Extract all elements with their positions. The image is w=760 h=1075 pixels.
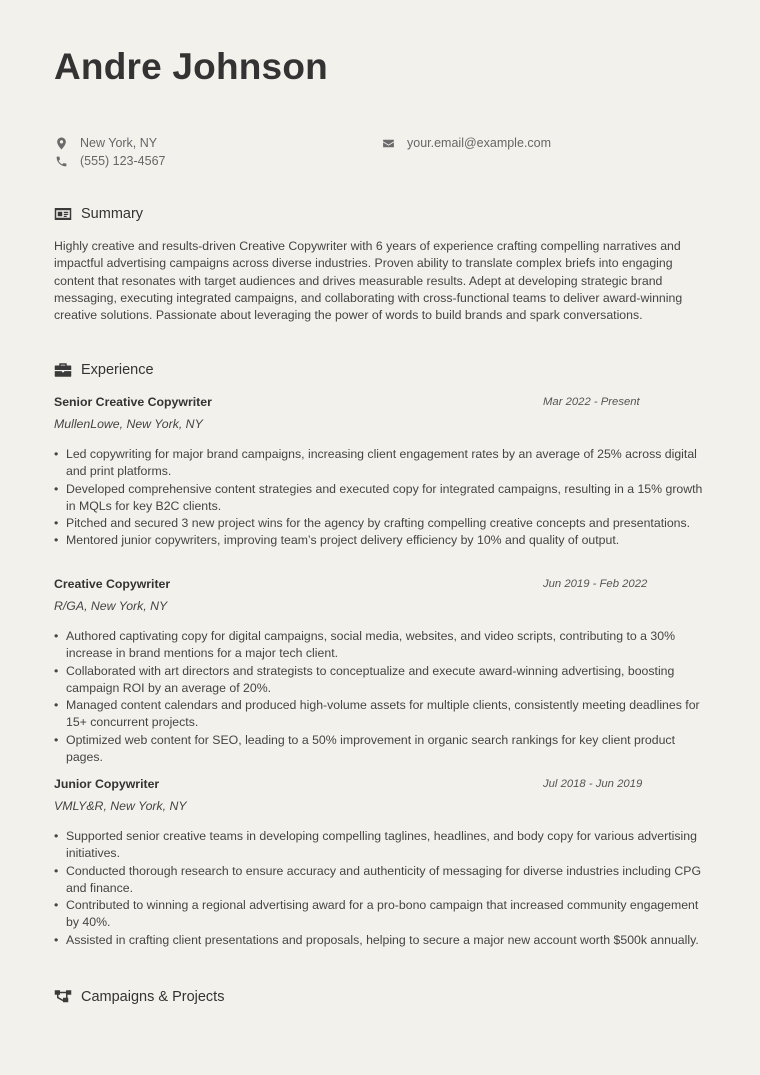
campaigns-heading — [54, 989, 224, 1005]
job-bullets — [54, 828, 708, 949]
bullet-item: • Supported senior creative teams in developing compelling taglines, headlines, and body copy for various advertising initiatives. — [54, 828, 708, 863]
summary-heading-label: Summary — [81, 206, 144, 222]
bullet-item: • Optimized web content for SEO, leading to a 50% improvement in organic search rankings for key client product pages. — [54, 732, 708, 767]
job-bullets — [54, 446, 708, 550]
bullet-item: • Authored captivating copy for digital campaigns, social media, websites, and video scripts, contributing to a 30% increase in brand mentions for a major tech client. — [54, 628, 708, 663]
experience-heading-label: Experience — [81, 362, 154, 378]
envelope-icon — [381, 136, 395, 150]
bullet-item: • Managed content calendars and produced high-volume assets for multiple clients, consistently meeting deadlines for 15+ concurrent projects. — [54, 697, 708, 732]
phone-text: (555) 123-4567 — [80, 154, 166, 168]
campaigns-heading-label: Campaigns & Projects — [81, 989, 225, 1005]
bullet-item: • Led copywriting for major brand campaigns, increasing client engagement rates by an average of 25% across digital and print platforms. — [54, 446, 708, 481]
job-company: VMLY&R, New York, NY — [54, 799, 187, 813]
job-date: Mar 2022 - Present — [543, 396, 640, 408]
job-date: Jun 2019 - Feb 2022 — [543, 578, 648, 590]
bullet-item: • Contributed to winning a regional advertising award for a pro-bono campaign that increased community engagement by 40%. — [54, 897, 708, 932]
bullet-item: • Mentored junior copywriters, improving team’s project delivery efficiency by 10% and quality of output. — [54, 532, 708, 549]
summary-text: Highly creative and results-driven Creative Copywriter with 6 years of experience crafting compelling narratives and impactful advertising campaigns across diverse industries. Proven ability to translate complex briefs into engaging content that resonates with target audiences and drives measurable results. Adept at developing strategic brand messaging, executing integrated campaigns, and collaborating with cross-functional teams to deliver award-winning creative solutions. Passionate about leveraging the power of words to build brands and spark conversations. — [54, 239, 683, 323]
phone-icon — [54, 154, 68, 168]
bullet-item: • Developed comprehensive content strategies and executed copy for integrated campaigns, resulting in a 15% growth in MQLs for key B2C clients. — [54, 481, 708, 516]
contact-email — [381, 136, 551, 150]
job-bullets — [54, 628, 708, 766]
contact-phone — [54, 154, 165, 168]
briefcase-icon — [54, 362, 72, 378]
contact-location — [54, 136, 157, 150]
experience-heading — [54, 362, 154, 378]
location-pin-icon — [54, 136, 68, 150]
bullet-item: • Collaborated with art directors and strategists to conceptualize and execute award-winning advertising, boosting campaign ROI by an average of 20%. — [54, 663, 708, 698]
email-link[interactable]: your.email@example.com — [407, 136, 551, 150]
job-date: Jul 2018 - Jun 2019 — [543, 778, 643, 790]
bullet-item: • Assisted in crafting client presentations and proposals, helping to secure a major new account worth $500k annually. — [54, 932, 708, 949]
job-title: Creative Copywriter — [54, 577, 171, 591]
job-title: Junior Copywriter — [54, 777, 160, 791]
bullet-item: • Pitched and secured 3 new project wins for the agency by crafting compelling creative concepts and presentations. — [54, 515, 708, 532]
id-card-icon — [54, 206, 72, 222]
location-text: New York, NY — [80, 136, 158, 150]
bullet-item: • Conducted thorough research to ensure accuracy and authenticity of messaging for diverse industries including CPG and finance. — [54, 863, 708, 898]
job-title: Senior Creative Copywriter — [54, 395, 212, 409]
job-company: MullenLowe, New York, NY — [54, 417, 203, 431]
job-company: R/GA, New York, NY — [54, 599, 168, 613]
network-icon — [54, 989, 72, 1005]
candidate-name: Andre Johnson — [54, 46, 328, 87]
summary-heading — [54, 206, 143, 222]
